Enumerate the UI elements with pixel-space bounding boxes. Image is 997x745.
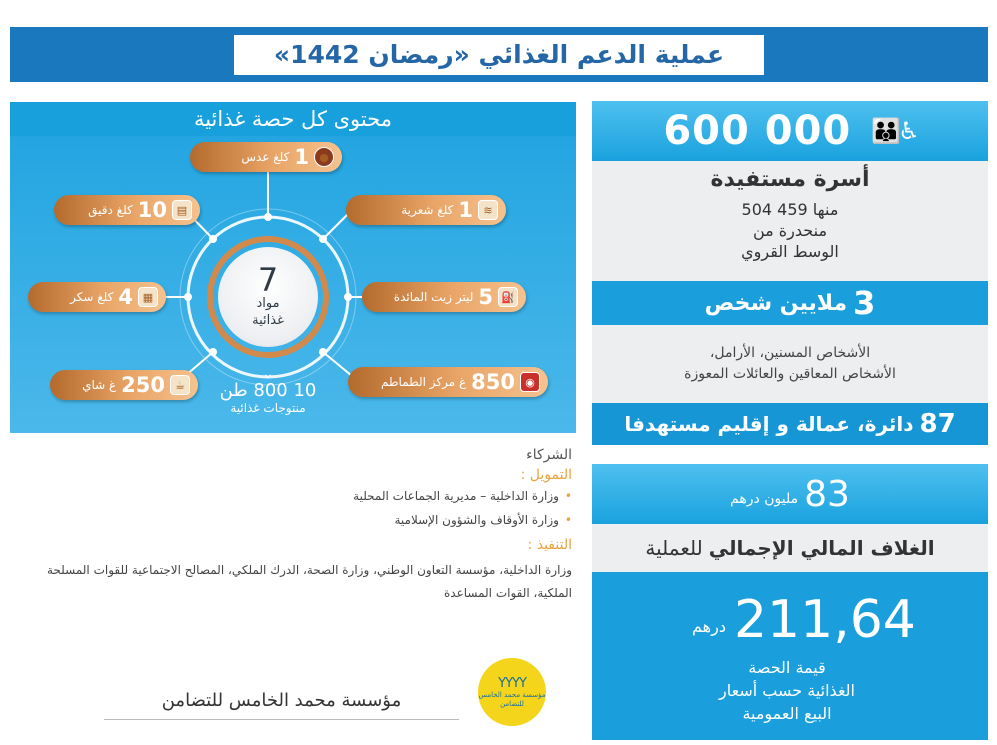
partners-heading: الشركاء (526, 447, 572, 463)
oil-icon: ⛽ (498, 287, 518, 307)
groups-line-2: الأشخاص المعاقين والعائلات المعوزة (684, 366, 896, 382)
regions-number: 87 (919, 409, 956, 439)
title-bar (10, 27, 988, 82)
rural-line-2: منحدرة من (752, 220, 828, 240)
portion-desc-3: البيع العمومية (742, 704, 832, 724)
funding-item: • وزارة الأوقاف والشؤون الإسلامية (10, 513, 572, 527)
total-tonnage (213, 367, 323, 416)
lentils-icon: ● (314, 147, 334, 167)
page-title: عملية الدعم الغذائي «رمضان 1442» (273, 40, 725, 69)
title-box (234, 35, 764, 75)
funding-list (10, 489, 572, 527)
tomato-can-icon: ◉ (520, 372, 540, 392)
budget-label-rest: للعملية (645, 536, 703, 560)
node-tea (209, 348, 217, 356)
food-item-vermicelli (346, 195, 506, 225)
families-label: أسرة مستفيدة (710, 167, 870, 192)
regions-label: دائرة، عمالة و إقليم مستهدفا (624, 412, 914, 436)
food-item-oil (362, 282, 526, 312)
food-item-lentils (190, 142, 342, 172)
node-oil (344, 293, 352, 301)
food-item-quantity: 1 (458, 198, 473, 222)
budget-card (592, 464, 988, 740)
food-item-label: غ مركز الطماطم (381, 375, 467, 389)
groups-line-1: الأشخاص المسنين، الأرامل، (709, 345, 871, 361)
node-flour (209, 235, 217, 243)
people-group-icon: 👪♿ (871, 117, 917, 145)
implementation-heading: التنفيذ : (527, 537, 572, 553)
node-vermicelli (319, 235, 327, 243)
food-item-label: كلغ شعرية (401, 203, 454, 217)
connector-tomato (323, 352, 352, 376)
budget-banner (592, 464, 988, 524)
beneficiaries-card (592, 101, 988, 445)
funding-item: • وزارة الداخلية – مديرية الجماعات المحلية (10, 489, 572, 503)
food-item-quantity: 4 (118, 285, 133, 309)
families-banner (592, 101, 988, 161)
center-label-1: مواد (256, 296, 280, 312)
footer-divider (104, 719, 459, 720)
foundation-logo (478, 658, 546, 726)
center-count: 7 (257, 261, 279, 300)
food-item-tomato (348, 367, 548, 397)
flour-icon: ▤ (172, 200, 192, 220)
persons-label: ملايين شخص (704, 290, 848, 316)
budget-label (592, 524, 988, 572)
food-item-quantity: 850 (471, 370, 515, 394)
logo-text: مؤسسة محمد الخامس للتضامن (478, 691, 546, 708)
food-item-label: ليتر زيت المائدة (393, 290, 474, 304)
node-lentils (264, 213, 272, 221)
total-tonnage-value: 10 800 طن (219, 380, 317, 401)
persons-band (592, 281, 988, 325)
food-item-flour (54, 195, 200, 225)
portion-value: 211,64 (733, 590, 916, 650)
food-item-label: كلغ عدس (241, 150, 290, 164)
center-label-2: غذائية (252, 313, 284, 328)
portion-value-block (592, 572, 988, 740)
implementation-text: وزارة الداخلية، مؤسسة التعاون الوطني، وزارة الصحة، الدرك الملكي، المصالح الاجتماعية للقوات المسلحة الملكية، القوات المساعدة (46, 563, 572, 600)
food-item-sugar (28, 282, 166, 312)
foundation-name: مؤسسة محمد الخامس للتضامن (161, 690, 402, 711)
food-item-quantity: 1 (294, 145, 309, 169)
funding-heading: التمويل : (520, 467, 572, 483)
center-badge (218, 247, 318, 347)
groups-details (592, 325, 988, 403)
vermicelli-icon: ≋ (478, 200, 498, 220)
food-item-quantity: 250 (121, 373, 165, 397)
rural-line-3: الوسط القروي (741, 241, 839, 261)
rural-line-1: منها 459 504 (741, 200, 839, 219)
node-sugar (184, 293, 192, 301)
portion-currency: درهم (692, 617, 726, 636)
food-item-label: غ شاي (82, 378, 117, 392)
portion-description (702, 656, 872, 726)
food-basket-panel (10, 102, 576, 433)
food-panel-title: محتوى كل حصة غذائية (193, 107, 393, 131)
families-number: 600 000 (663, 108, 852, 154)
food-item-label: كلغ سكر (70, 290, 114, 304)
chevron-down-icon: ⌄ (262, 366, 274, 382)
budget-label-bold: الغلاف المالي الإجمالي (708, 536, 935, 560)
food-item-tea (50, 370, 198, 400)
total-tonnage-label: منتوجات غذائية (230, 400, 306, 415)
budget-amount: 83 (804, 473, 850, 515)
tea-icon: ☕ (170, 375, 190, 395)
people-logo-icon: YYYY (498, 676, 526, 692)
budget-unit: مليون درهم (730, 491, 799, 507)
portion-desc-1: قيمة الحصة (748, 658, 826, 677)
portion-price (692, 590, 916, 650)
sugar-icon: ▦ (138, 287, 158, 307)
food-item-quantity: 5 (478, 285, 493, 309)
persons-number: 3 (853, 284, 876, 322)
portion-desc-2: الغذائية حسب أسعار (719, 681, 855, 701)
regions-band (592, 403, 988, 445)
food-item-label: كلغ دقيق (88, 203, 133, 217)
food-item-quantity: 10 (137, 198, 167, 222)
partners-section (10, 447, 572, 605)
node-tomato (319, 348, 327, 356)
